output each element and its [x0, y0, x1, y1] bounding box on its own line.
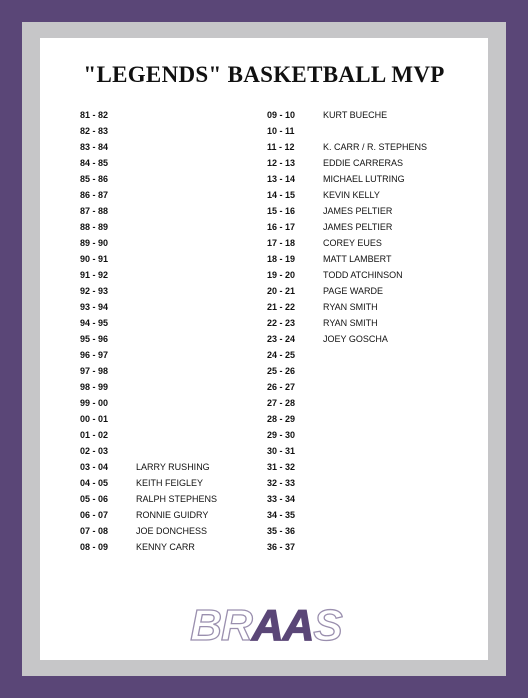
- season-years: 82 - 83: [80, 126, 109, 136]
- mvp-row: [267, 523, 427, 539]
- season-years: 36 - 37: [267, 542, 296, 552]
- season-years: 15 - 16: [267, 206, 296, 216]
- mvp-name: TODD ATCHINSON: [323, 270, 403, 280]
- season-years: 81 - 82: [80, 110, 109, 120]
- mvp-list-left: [80, 107, 217, 555]
- season-years: 83 - 84: [80, 142, 109, 152]
- mvp-row: [267, 235, 427, 251]
- season-years: 89 - 90: [80, 238, 109, 248]
- season-years: 90 - 91: [80, 254, 109, 264]
- mvp-name: JAMES PELTIER: [323, 206, 393, 216]
- mvp-row: [80, 171, 217, 187]
- mvp-row: [80, 155, 217, 171]
- mvp-name: RYAN SMITH: [323, 302, 378, 312]
- mvp-name: JAMES PELTIER: [323, 222, 393, 232]
- mvp-row: [80, 219, 217, 235]
- mvp-row: [80, 395, 217, 411]
- mvp-row: [80, 475, 217, 491]
- mvp-row: [267, 427, 427, 443]
- mvp-row: [267, 331, 427, 347]
- logo-text: BRAAS: [190, 601, 342, 650]
- season-years: 28 - 29: [267, 414, 296, 424]
- mvp-name: JOE DONCHESS: [136, 526, 208, 536]
- season-years: 84 - 85: [80, 158, 109, 168]
- season-years: 34 - 35: [267, 510, 296, 520]
- mvp-row: [267, 299, 427, 315]
- mvp-row: [80, 539, 217, 555]
- season-years: 97 - 98: [80, 366, 109, 376]
- mvp-name: KEVIN KELLY: [323, 190, 380, 200]
- mvp-row: [80, 187, 217, 203]
- mvp-row: [80, 491, 217, 507]
- season-years: 18 - 19: [267, 254, 296, 264]
- mvp-row: [80, 363, 217, 379]
- season-years: 98 - 99: [80, 382, 109, 392]
- mvp-row: [267, 203, 427, 219]
- mvp-row: [80, 203, 217, 219]
- mvp-row: [267, 107, 427, 123]
- season-years: 14 - 15: [267, 190, 296, 200]
- mvp-row: [80, 523, 217, 539]
- mvp-name: JOEY GOSCHA: [323, 334, 388, 344]
- mvp-row: [267, 315, 427, 331]
- season-years: 35 - 36: [267, 526, 296, 536]
- mvp-row: [80, 459, 217, 475]
- season-years: 96 - 97: [80, 350, 109, 360]
- season-years: 08 - 09: [80, 542, 109, 552]
- season-years: 25 - 26: [267, 366, 296, 376]
- mvp-row: [267, 187, 427, 203]
- mvp-row: [80, 123, 217, 139]
- mvp-row: [80, 411, 217, 427]
- season-years: 87 - 88: [80, 206, 109, 216]
- mvp-name: KURT BUECHE: [323, 110, 388, 120]
- season-years: 85 - 86: [80, 174, 109, 184]
- mvp-row: [267, 267, 427, 283]
- season-years: 26 - 27: [267, 382, 296, 392]
- mvp-name: COREY EUES: [323, 238, 382, 248]
- season-years: 16 - 17: [267, 222, 296, 232]
- season-years: 03 - 04: [80, 462, 109, 472]
- mvp-name: RONNIE GUIDRY: [136, 510, 209, 520]
- mvp-row: [267, 379, 427, 395]
- season-years: 29 - 30: [267, 430, 296, 440]
- season-years: 23 - 24: [267, 334, 296, 344]
- mvp-row: [80, 235, 217, 251]
- mvp-row: [80, 299, 217, 315]
- season-years: 01 - 02: [80, 430, 109, 440]
- season-years: 31 - 32: [267, 462, 296, 472]
- mvp-row: [267, 395, 427, 411]
- mvp-row: [267, 475, 427, 491]
- season-years: 94 - 95: [80, 318, 109, 328]
- season-years: 95 - 96: [80, 334, 109, 344]
- mvp-name: MATT LAMBERT: [323, 254, 392, 264]
- mvp-row: [267, 139, 427, 155]
- mvp-row: [80, 251, 217, 267]
- season-years: 33 - 34: [267, 494, 296, 504]
- season-years: 99 - 00: [80, 398, 109, 408]
- mvp-row: [80, 107, 217, 123]
- mvp-row: [80, 283, 217, 299]
- mvp-name: KENNY CARR: [136, 542, 195, 552]
- mvp-name: LARRY RUSHING: [136, 462, 210, 472]
- mvp-name: RYAN SMITH: [323, 318, 378, 328]
- season-years: 07 - 08: [80, 526, 109, 536]
- page-title: "LEGENDS" BASKETBALL MVP: [83, 62, 445, 87]
- season-years: 93 - 94: [80, 302, 109, 312]
- season-years: 13 - 14: [267, 174, 296, 184]
- mvp-name: RALPH STEPHENS: [136, 494, 218, 504]
- mvp-row: [267, 459, 427, 475]
- season-years: 19 - 20: [267, 270, 296, 280]
- season-years: 21 - 22: [267, 302, 296, 312]
- season-years: 24 - 25: [267, 350, 296, 360]
- braas-logo: [190, 598, 342, 650]
- season-years: 91 - 92: [80, 270, 109, 280]
- mvp-list-right: [267, 107, 427, 555]
- mvp-name: EDDIE CARRERAS: [323, 158, 404, 168]
- mvp-name: K. CARR / R. STEPHENS: [323, 142, 428, 152]
- mvp-name: PAGE WARDE: [323, 286, 384, 296]
- season-years: 86 - 87: [80, 190, 109, 200]
- mvp-row: [80, 379, 217, 395]
- season-years: 10 - 11: [267, 126, 295, 136]
- mvp-row: [267, 443, 427, 459]
- mvp-row: [267, 123, 427, 139]
- mvp-row: [267, 251, 427, 267]
- mvp-row: [267, 411, 427, 427]
- mvp-row: [267, 363, 427, 379]
- season-years: 09 - 10: [267, 110, 296, 120]
- season-years: 12 - 13: [267, 158, 296, 168]
- mvp-row: [267, 171, 427, 187]
- mvp-row: [267, 155, 427, 171]
- mvp-row: [80, 139, 217, 155]
- season-years: 04 - 05: [80, 478, 109, 488]
- mvp-row: [80, 331, 217, 347]
- season-years: 20 - 21: [267, 286, 296, 296]
- season-years: 05 - 06: [80, 494, 109, 504]
- mvp-row: [267, 283, 427, 299]
- mvp-row: [267, 347, 427, 363]
- season-years: 11 - 12: [267, 142, 295, 152]
- mvp-row: [267, 507, 427, 523]
- mvp-row: [80, 267, 217, 283]
- season-years: 27 - 28: [267, 398, 296, 408]
- mvp-row: [80, 427, 217, 443]
- season-years: 32 - 33: [267, 478, 296, 488]
- mvp-name: KEITH FEIGLEY: [136, 478, 204, 488]
- mvp-row: [80, 347, 217, 363]
- season-years: 06 - 07: [80, 510, 109, 520]
- season-years: 17 - 18: [267, 238, 296, 248]
- season-years: 02 - 03: [80, 446, 109, 456]
- mvp-row: [80, 507, 217, 523]
- season-years: 00 - 01: [80, 414, 109, 424]
- season-years: 88 - 89: [80, 222, 109, 232]
- season-years: 30 - 31: [267, 446, 296, 456]
- season-years: 22 - 23: [267, 318, 296, 328]
- mvp-row: [80, 315, 217, 331]
- mvp-row: [267, 539, 427, 555]
- mvp-row: [267, 219, 427, 235]
- mvp-name: MICHAEL LUTRING: [323, 174, 405, 184]
- mvp-row: [267, 491, 427, 507]
- season-years: 92 - 93: [80, 286, 109, 296]
- mvp-row: [80, 443, 217, 459]
